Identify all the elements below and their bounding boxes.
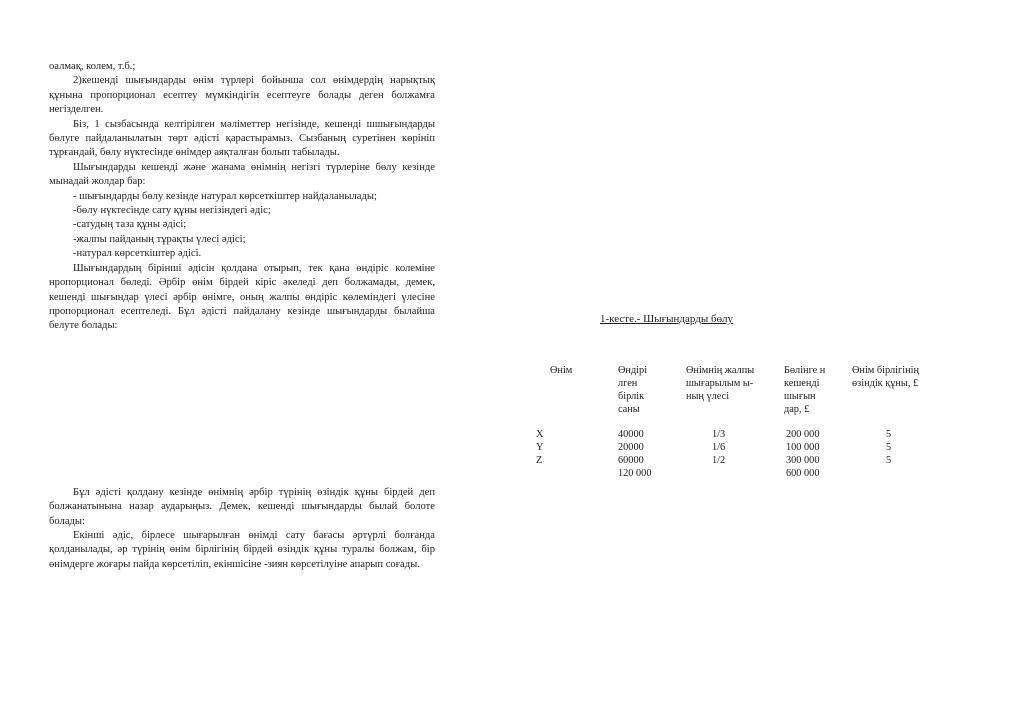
total-units: 120 000 (618, 468, 652, 479)
cell-share: 1/3 (712, 429, 726, 440)
cell-costs: 100 000 (786, 442, 820, 453)
cell-unit-cost: 5 (886, 429, 892, 440)
paragraph-2: 2)кешенді шығындарды өнім түрлері бойынша сол өнімдердің нарықтық құнына пропорционал есептеу мүмкіндігін есептеуге болады деген болжамға негізделген. (49, 75, 435, 116)
paragraph-7: Екінші әдіс, бірлесе шығарылған өнімді сату бағасы әртүрлі болғанда қолданылады, әр түрінің өнім бірлігінің бірдей өзіндік құны туралы болжам, бір өнімдерге жоғары пайда көрсетіліп, екіншісіне -зиян көрсетілуіне апарып соғады. (49, 529, 435, 570)
cell-unit-cost: 5 (886, 455, 892, 466)
left-text-column (49, 60, 435, 572)
paragraph-6: Бұл әдісті қолдану кезінде өнімнің әрбір түрінің өзіндік құны бірдей деп болжанатынына назар аударыңыз. Демек, кешенді шығындарды былай болоте болады: (49, 486, 435, 527)
table-row (536, 428, 956, 441)
cell-product: X (536, 429, 544, 440)
cell-costs: 300 000 (786, 455, 820, 466)
cell-units: 60000 (618, 455, 644, 466)
header-allocated-costs: Бөлінге н кешенді шығын дар, £ (784, 365, 826, 415)
cell-product: Z (536, 455, 543, 466)
cell-product: Y (536, 442, 544, 453)
header-unit-cost: Өнім бірлігінің өзіндік құны, £ (852, 365, 919, 389)
paragraph-5: Шығындардың бірінші әдісін қолдана отырып, тек қана өндіріс колеміне нропорционал бөледі. Әрбір өнім бірдей кіріс әкеледі деп болжамады, демек, кешенді шығындар үлесі әрбір өнімге, оның жалпы өндіріс көлеміндегі үлесіне пропорционал есептеледі. Бұл әдісті пайдалану кезінде шығындарды былайша белуте болады: (49, 262, 435, 332)
paragraph-1: оалмақ, колем, т.б.; (49, 61, 136, 72)
blank-space (49, 334, 435, 486)
header-output-share: Өнімнің жалпы шығарылым ы-ның үлесі (686, 365, 755, 402)
cell-costs: 200 000 (786, 429, 820, 440)
list-item: -бөлу нүктесінде сату құны негізіндегі әдіс; (73, 205, 271, 217)
list-item: -натурал көрсеткіштер әдісі. (73, 248, 202, 260)
list-item: -жалпы пайданың тұрақты үлесі әдісі; (73, 233, 246, 245)
table-caption: 1-кесте.- Шығындарды бөлу (600, 313, 734, 325)
header-product: Өнім (550, 365, 573, 376)
table-row (536, 454, 956, 467)
header-units-produced: Өндірі лген бірлік саны (618, 365, 648, 415)
table-row (536, 441, 956, 454)
paragraph-3: Біз, 1 сызбасында келтірілген мәліметтер негізінде, кешенді шшығындарды бөлуге пайдаланылатын төрт әдісті қарастырамыз. Сызбаның суретінен көрініп тұрғандай, бөлу нүктесінде өнімдер аяқталған болып табылады. (49, 118, 435, 159)
table-total-row (536, 467, 956, 480)
paragraph-4: Шығындарды кешенді және жанама өнімнің негізгі түрлеріне бөлу кезінде мынадай жолдар бар: (49, 161, 435, 188)
cell-unit-cost: 5 (886, 442, 892, 453)
list-item: -сатудың таза құны әдісі; (73, 219, 187, 231)
cell-units: 20000 (618, 442, 644, 453)
cell-share: 1/2 (712, 455, 726, 466)
cell-units: 40000 (618, 429, 644, 440)
cell-share: 1/6 (712, 442, 726, 453)
list-item: - шығындарды бөлу кезінде натурал көрсеткіштер найдаланылады; (73, 190, 377, 202)
total-costs: 600 000 (786, 468, 820, 479)
